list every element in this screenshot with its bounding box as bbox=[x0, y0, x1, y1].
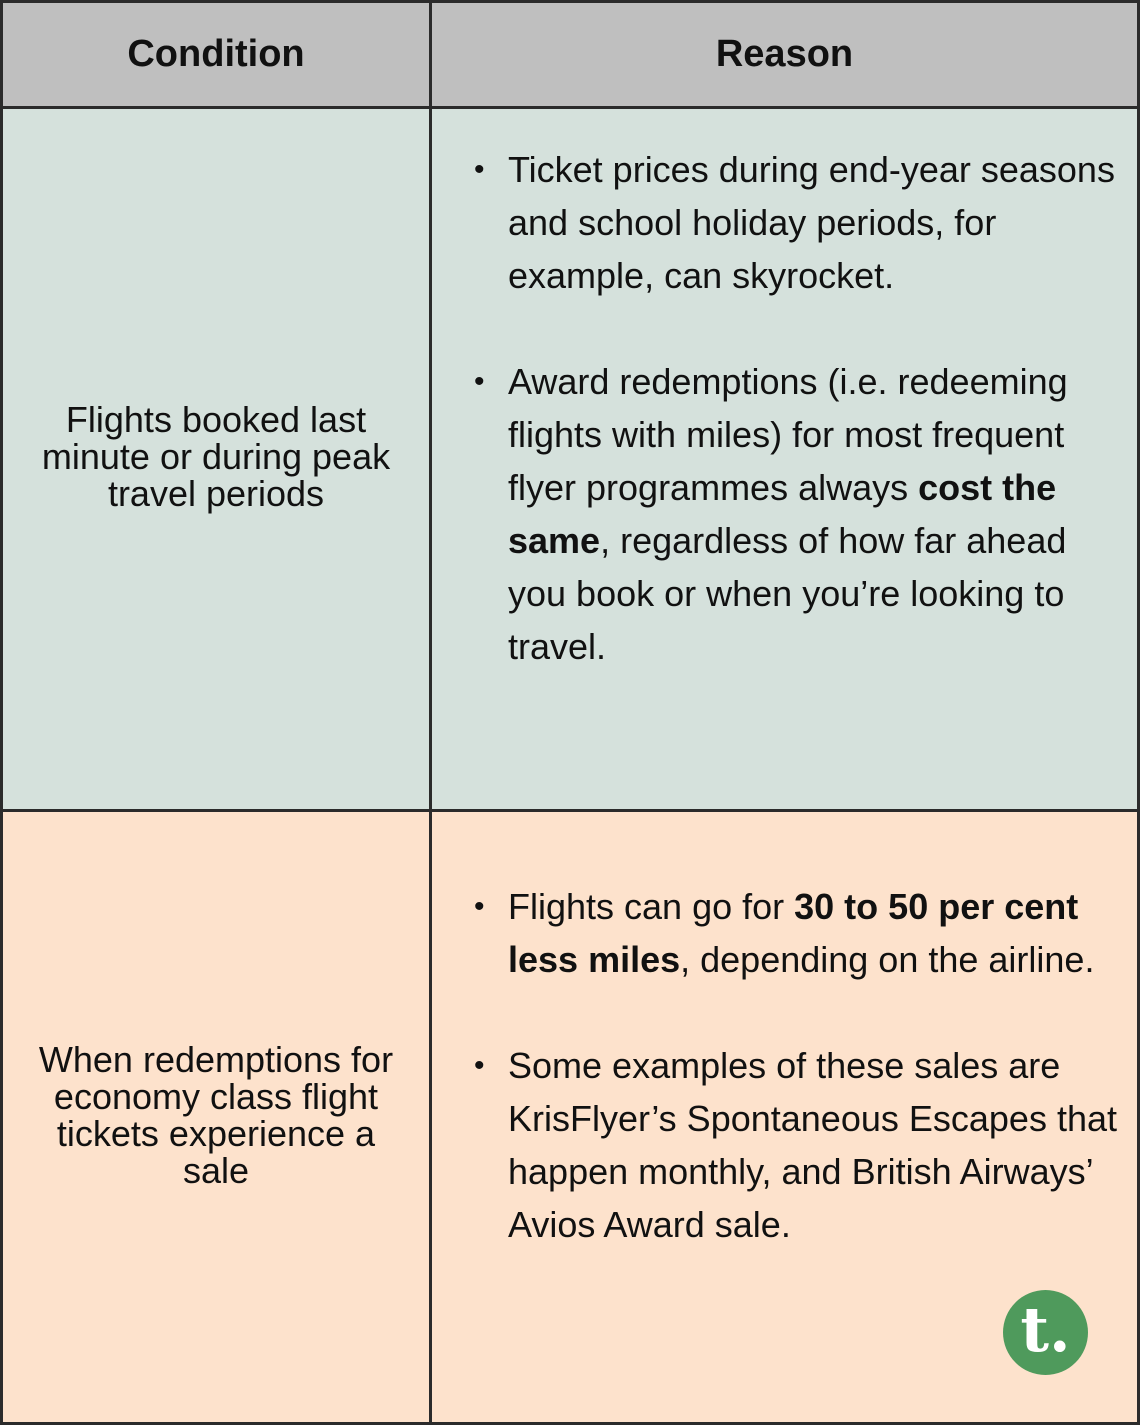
row1-condition-text: Flights booked last minute or during peak travel periods bbox=[41, 399, 391, 514]
row1-condition-cell bbox=[3, 109, 429, 809]
header-divider bbox=[3, 106, 1137, 109]
row2-condition-cell bbox=[3, 812, 429, 1422]
list-item: • Some examples of these sales are KrisFlyer’s Spontaneous Escapes that happen monthly, and British Airways’ Avios Award sale. bbox=[432, 1039, 1137, 1251]
brand-logo-letter: t. bbox=[1020, 1292, 1071, 1366]
list-item: • Award redemptions (i.e. redeeming flights with miles) for most frequent flyer programmes always cost the same, regardless of how far ahead you book or when you’re looking to travel. bbox=[432, 355, 1137, 673]
header-condition-label: Condition bbox=[127, 33, 305, 75]
column-divider bbox=[429, 3, 432, 1422]
row2-reason-list bbox=[432, 880, 1137, 1251]
header-condition bbox=[3, 3, 429, 106]
header-reason-label: Reason bbox=[715, 33, 854, 75]
brand-logo-icon bbox=[1003, 1290, 1088, 1375]
row2-condition-text: When redemptions for economy class flight tickets experience a sale bbox=[38, 1038, 394, 1191]
header-reason bbox=[432, 3, 1137, 106]
row1-reason-cell bbox=[432, 109, 1137, 809]
list-item: • Flights can go for 30 to 50 per cent less miles, depending on the airline. bbox=[432, 880, 1137, 986]
row-divider bbox=[3, 809, 1137, 812]
row1-reason-list bbox=[432, 143, 1137, 673]
list-item: • Ticket prices during end-year seasons and school holiday periods, for example, can skyrocket. bbox=[432, 143, 1137, 302]
